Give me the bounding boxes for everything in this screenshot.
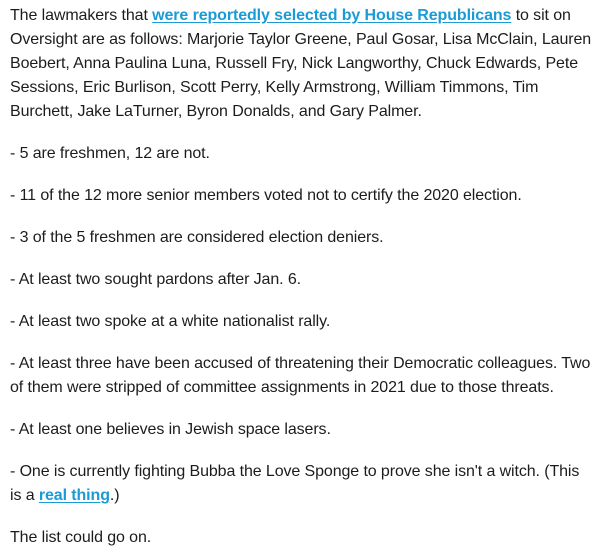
bullet-election-deniers: - 3 of the 5 freshmen are considered election deniers. <box>10 229 384 246</box>
intro-paragraph <box>10 4 592 124</box>
bullet-pardons: - At least two sought pardons after Jan. 6. <box>10 271 301 288</box>
intro-tail: to sit on Oversight are as follows: Marjorie Taylor Greene, Paul Gosar, Lisa McClain, Lauren Boebert, Anna Paulina Luna, Russell Fry, Nick Langworthy, Chuck Edwards, Pete Sessions, Eric Burlison, Scott Perry, Kelly Armstrong, William Timmons, Tim Burchett, Jake LaTurner, Byron Donalds, and Gary Palmer. <box>10 7 592 120</box>
bullet-certify-election: - 11 of the 12 more senior members voted not to certify the 2020 election. <box>10 187 522 204</box>
witch-lead: - One is currently fighting Bubba the Love Sponge to prove she isn't a witch. (This is a <box>10 463 580 504</box>
bullet-witch <box>10 460 592 508</box>
bullet-space-lasers: - At least one believes in Jewish space lasers. <box>10 421 331 438</box>
bullet-white-nationalist-rally: - At least two spoke at a white nationalist rally. <box>10 313 331 330</box>
house-republicans-selection-link[interactable]: were reportedly selected by House Republicans <box>152 7 512 24</box>
real-thing-link[interactable]: real thing <box>38 487 110 504</box>
bullet-threatening-colleagues: - At least three have been accused of threatening their Democratic colleagues. Two of them were stripped of committee assignments in 2021 due to those threats. <box>10 355 591 396</box>
intro-lead: The lawmakers that <box>10 7 153 24</box>
closing-paragraph: The list could go on. <box>10 529 152 546</box>
bullet-freshmen: - 5 are freshmen, 12 are not. <box>10 145 210 162</box>
witch-tail: .) <box>109 487 120 504</box>
